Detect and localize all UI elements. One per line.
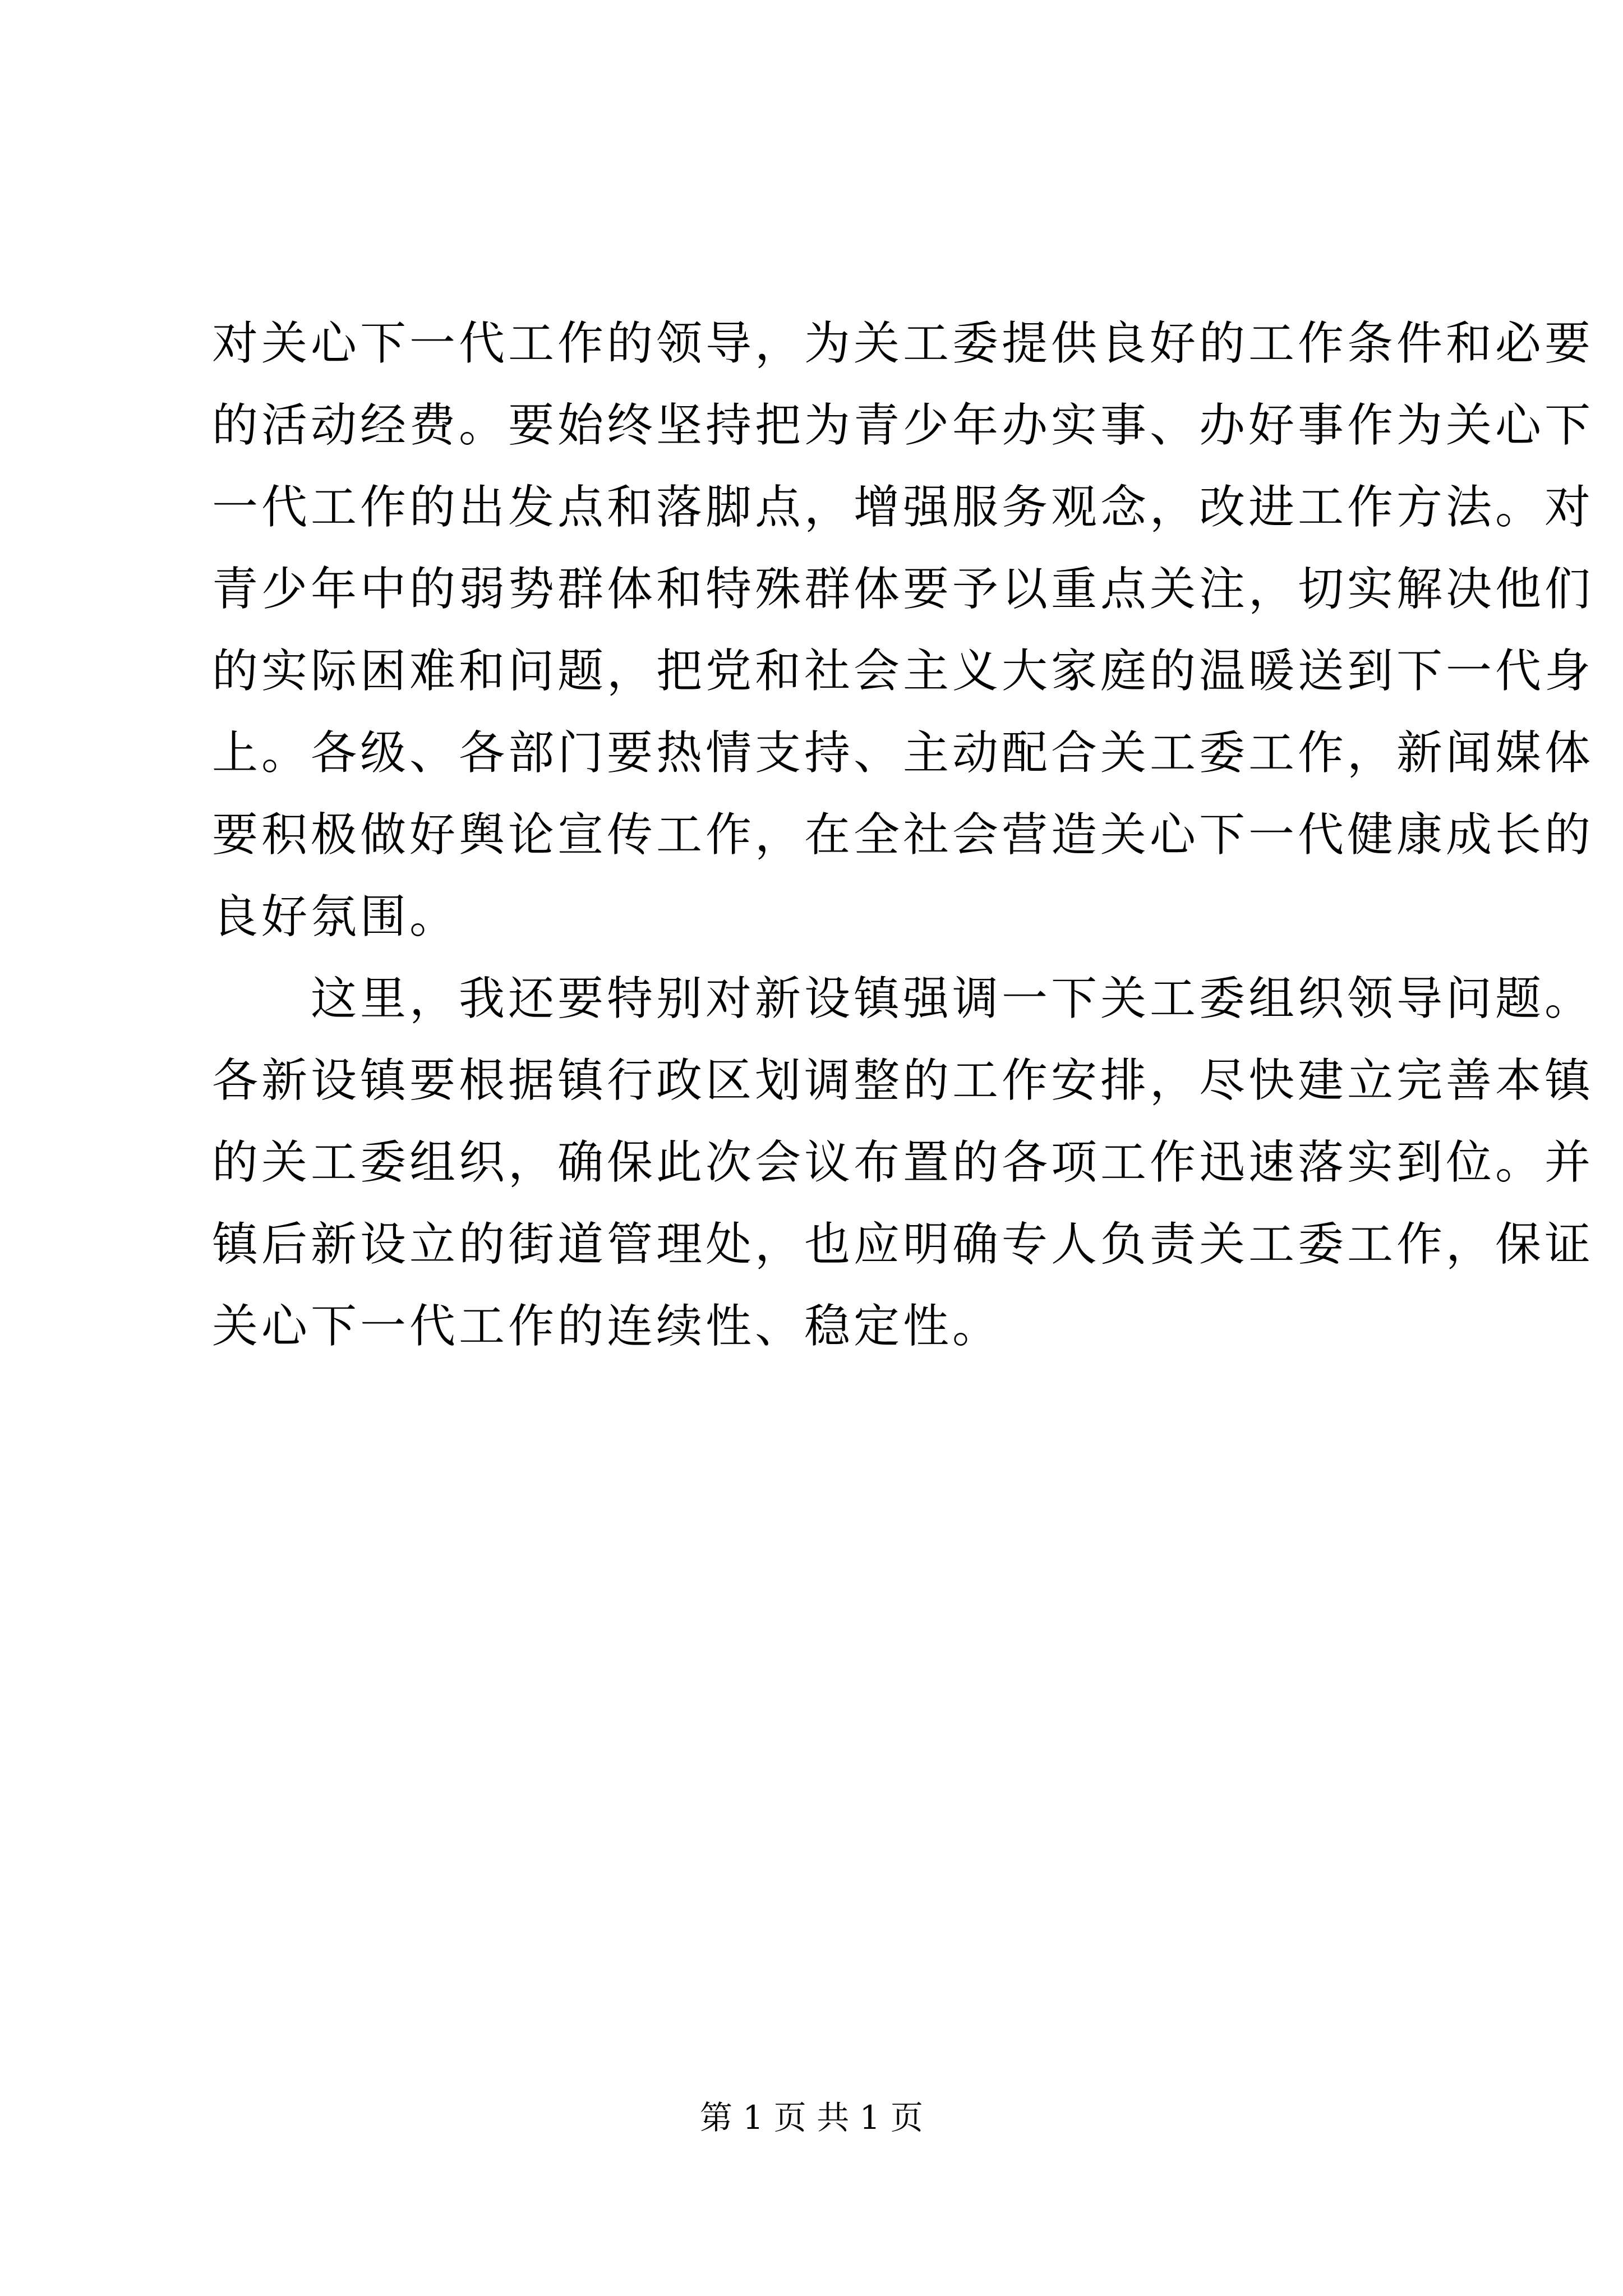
page-number: 第 1 页 共 1 页: [700, 2099, 923, 2137]
paragraph: [212, 303, 1594, 958]
text-line: 上。各级、各部门要热情支持、主动配合关工委工作，新闻媒体: [212, 726, 1594, 780]
paragraph: [212, 958, 1594, 1368]
text-line: 镇后新设立的街道管理处，也应明确专人负责关工委工作，保证: [212, 1218, 1594, 1271]
page-footer: [0, 2095, 1623, 2140]
text-line: 的实际困难和问题，把党和社会主义大家庭的温暖送到下一代身: [212, 645, 1594, 698]
text-line: 这里，我还要特别对新设镇强调一下关工委组织领导问题。: [212, 972, 1594, 1025]
text-line: 良好氛围。: [212, 890, 459, 944]
text-line: 一代工作的出发点和落脚点，增强服务观念，改进工作方法。对: [212, 481, 1594, 534]
body-text: [212, 303, 1594, 1368]
text-line: 青少年中的弱势群体和特殊群体要予以重点关注，切实解决他们: [212, 563, 1594, 616]
text-line: 关心下一代工作的连续性、稳定性。: [212, 1300, 1002, 1353]
text-line: 的关工委组织，确保此次会议布置的各项工作迅速落实到位。并: [212, 1136, 1594, 1189]
text-line: 要积极做好舆论宣传工作，在全社会营造关心下一代健康成长的: [212, 808, 1594, 862]
text-line: 的活动经费。要始终坚持把为青少年办实事、办好事作为关心下: [212, 399, 1594, 452]
text-line: 各新设镇要根据镇行政区划调整的工作安排，尽快建立完善本镇: [212, 1054, 1594, 1107]
text-line: 对关心下一代工作的领导，为关工委提供良好的工作条件和必要: [212, 317, 1594, 370]
